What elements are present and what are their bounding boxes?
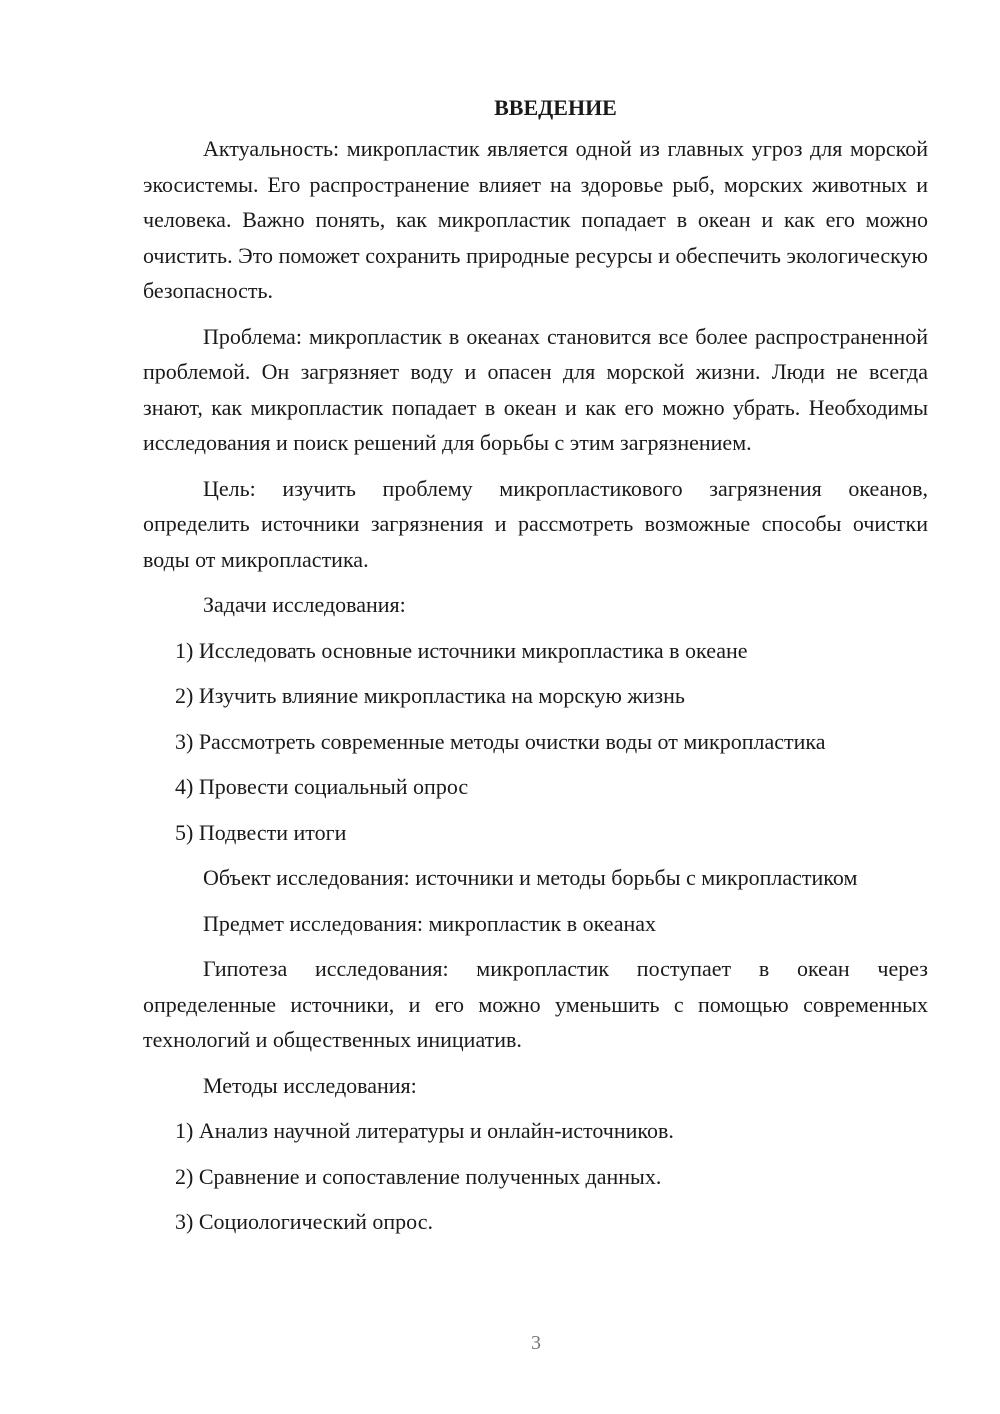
methods-title: Методы исследования: xyxy=(203,1072,417,1098)
list-item: 2) Сравнение и сопоставление полученных данных. xyxy=(175,1163,662,1189)
list-item: 1) Анализ научной литературы и онлайн-источников. xyxy=(175,1118,674,1143)
document-page xyxy=(143,90,928,1250)
section-heading: ВВЕДЕНИЕ xyxy=(494,95,617,120)
hypothesis-paragraph: Гипотеза исследования: микропластик поступает в океан через определенные источники, и его можно уменьшить с помощью современных технологий и общественных инициатив. xyxy=(143,956,928,1052)
methods-list xyxy=(143,1113,928,1240)
list-item: 1) Исследовать основные источники микропластика в океане xyxy=(175,637,748,663)
object-paragraph: Объект исследования: источники и методы борьбы с микропластиком xyxy=(203,865,858,890)
list-item: 3) Социологический опрос. xyxy=(175,1209,433,1234)
relevance-paragraph: Актуальность: микропластик является одной из главных угроз для морской экосистемы. Его распространение влияет на здоровье рыб, морских животных и человека. Важно понять, как микропластик попадает в океан и как его можно очистить. Это поможет сохранить природные ресурсы и обеспечить экологическую безопасность. xyxy=(143,136,928,303)
list-item: 3) Рассмотреть современные методы очистки воды от микропластика xyxy=(175,728,826,754)
tasks-title: Задачи исследования: xyxy=(203,592,406,617)
goal-paragraph: Цель: изучить проблему микропластикового загрязнения океанов, определить источники загрязнения и рассмотреть возможные способы очистки воды от микропластика. xyxy=(143,475,928,572)
list-item: 2) Изучить влияние микропластика на морскую жизнь xyxy=(175,683,685,708)
problem-paragraph: Проблема: микропластик в океанах становится все более распространенной проблемой. Он загрязняет воду и опасен для морской жизни. Люди не всегда знают, как микропластик попадает в океан и как его можно убрать. Необходимы исследования и поиск решений для борьбы с этим загрязнением. xyxy=(143,323,928,455)
list-item: 4) Провести социальный опрос xyxy=(175,774,469,799)
tasks-list xyxy=(143,633,928,851)
list-item: 5) Подвести итоги xyxy=(175,819,347,845)
subject-paragraph: Предмет исследования: микропластик в океанах xyxy=(203,910,657,936)
page-number: 3 xyxy=(531,1332,541,1354)
